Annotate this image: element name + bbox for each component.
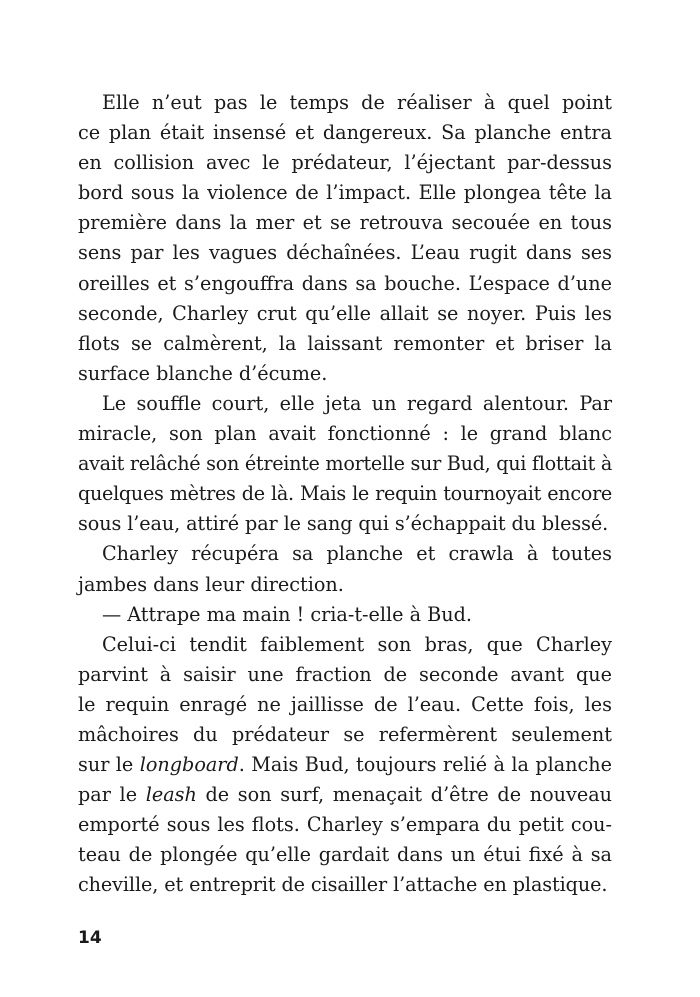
text-line: teau de plongée qu’elle gardait dans un étui fixé à sa: [78, 843, 612, 867]
text-segment: . Mais Bud, toujours relié à la planche: [238, 753, 612, 777]
text-line: Elle n’eut pas le temps de réaliser à quel point: [102, 91, 612, 114]
text-line: parvint à saisir une fraction de seconde avant que: [78, 662, 612, 686]
text-segment: de son surf, menaçait d’être de nouveau: [196, 783, 612, 807]
text-line: Le souffle court, elle jeta un regard alentour. Par: [102, 391, 612, 415]
text-line: Celui-ci tendit faiblement son bras, que Charley: [102, 632, 612, 656]
text-line: surface blanche d’écume.: [78, 361, 328, 385]
text-line: Charley récupéra sa planche et crawla à toutes: [102, 542, 612, 566]
body-text: [78, 88, 612, 901]
page-number: 14: [78, 928, 102, 948]
text-line: première dans la mer et se retrouva secouée en tous: [78, 211, 612, 235]
text-line: — Attrape ma main ! cria-t-elle à Bud.: [102, 602, 472, 626]
text-line: bord sous la violence de l’impact. Elle plongea tête la: [78, 181, 612, 205]
text-line: le requin enragé ne jaillisse de l’eau. Cette fois, les: [78, 692, 612, 716]
text-line: mâchoires du prédateur se refermèrent seulement: [78, 722, 612, 746]
text-segment: sur le: [78, 753, 140, 777]
text-line: [78, 750, 612, 780]
text-segment: par le: [78, 783, 146, 807]
italic-term: leash: [145, 783, 197, 807]
text-line: seconde, Charley crut qu’elle allait se noyer. Puis les: [78, 301, 612, 325]
text-line: [78, 780, 612, 810]
text-line: miracle, son plan avait fonctionné : le grand blanc: [78, 422, 612, 446]
text-line: en collision avec le prédateur, l’éjectant par-dessus: [78, 151, 612, 175]
text-line: ce plan était insensé et dangereux. Sa planche entra: [78, 121, 612, 145]
text-line: sous l’eau, attiré par le sang qui s’échappait du blessé.: [78, 512, 609, 536]
text-line: quelques mètres de là. Mais le requin tournoyait encore: [78, 482, 612, 506]
text-line: flots se calmèrent, la laissant remonter et briser la: [78, 331, 612, 355]
text-line: cheville, et entreprit de cisailler l’attache en plastique.: [78, 873, 608, 897]
italic-term: longboard: [139, 753, 239, 777]
text-line: sens par les vagues déchaînées. L’eau rugit dans ses: [78, 241, 612, 265]
text-line: oreilles et s’engouffra dans sa bouche. L’espace d’une: [78, 271, 612, 295]
text-line: avait relâché son étreinte mortelle sur Bud, qui flottait à: [78, 452, 612, 476]
text-line: jambes dans leur direction.: [78, 572, 344, 596]
text-line: emporté sous les flots. Charley s’empara du petit cou-: [78, 813, 612, 837]
